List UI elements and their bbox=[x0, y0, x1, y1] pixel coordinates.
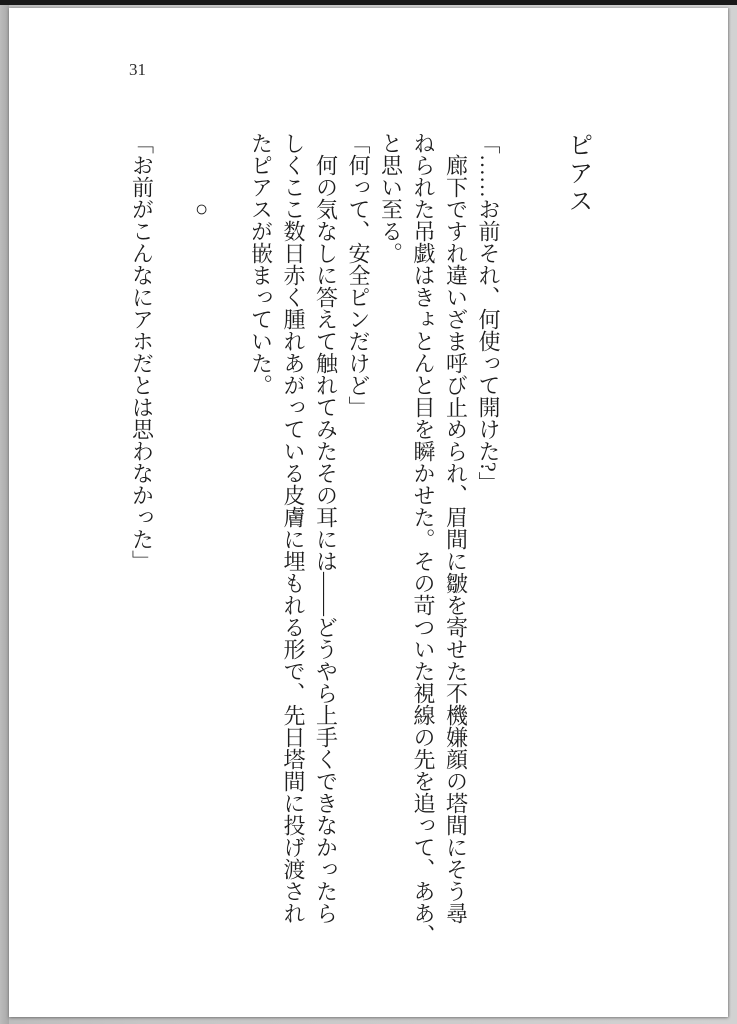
page-title: ピアス bbox=[565, 132, 592, 216]
text-line: と思い至る。 bbox=[378, 132, 404, 264]
text-line: 廊下ですれ違いざま呼び止められ、眉間に皺を寄せた不機嫌顔の塔間にそう尋 bbox=[443, 154, 469, 924]
text-line: 「お前がこんなにアホだとは思わなかった」 bbox=[129, 132, 155, 572]
app-top-bar bbox=[0, 0, 737, 5]
text-line: たピアスが嵌まっていた。 bbox=[248, 132, 274, 396]
divider-circle-icon: ○ bbox=[189, 196, 214, 221]
page-text-body bbox=[125, 132, 595, 960]
text-line: ねられた吊戯はきょとんと目を瞬かせた。その苛ついた視線の先を追って、ああ、 bbox=[411, 132, 436, 946]
page-number: 31 bbox=[129, 60, 146, 79]
section-divider bbox=[185, 132, 218, 960]
book-page[interactable] bbox=[9, 8, 728, 1017]
text-line: 何の気なしに答えて触れてみたその耳には――どうやら上手くできなかったら bbox=[313, 154, 339, 924]
page-gutter-left bbox=[0, 5, 9, 1024]
text-lines bbox=[125, 132, 504, 960]
text-line: しくここ数日赤く腫れあがっている皮膚に埋もれる形で、先日塔間に投げ渡され bbox=[281, 132, 306, 924]
text-line: 「何って、安全ピンだけど」 bbox=[346, 132, 371, 418]
text-line: 「……お前それ、何使って開けた?」 bbox=[476, 132, 501, 494]
